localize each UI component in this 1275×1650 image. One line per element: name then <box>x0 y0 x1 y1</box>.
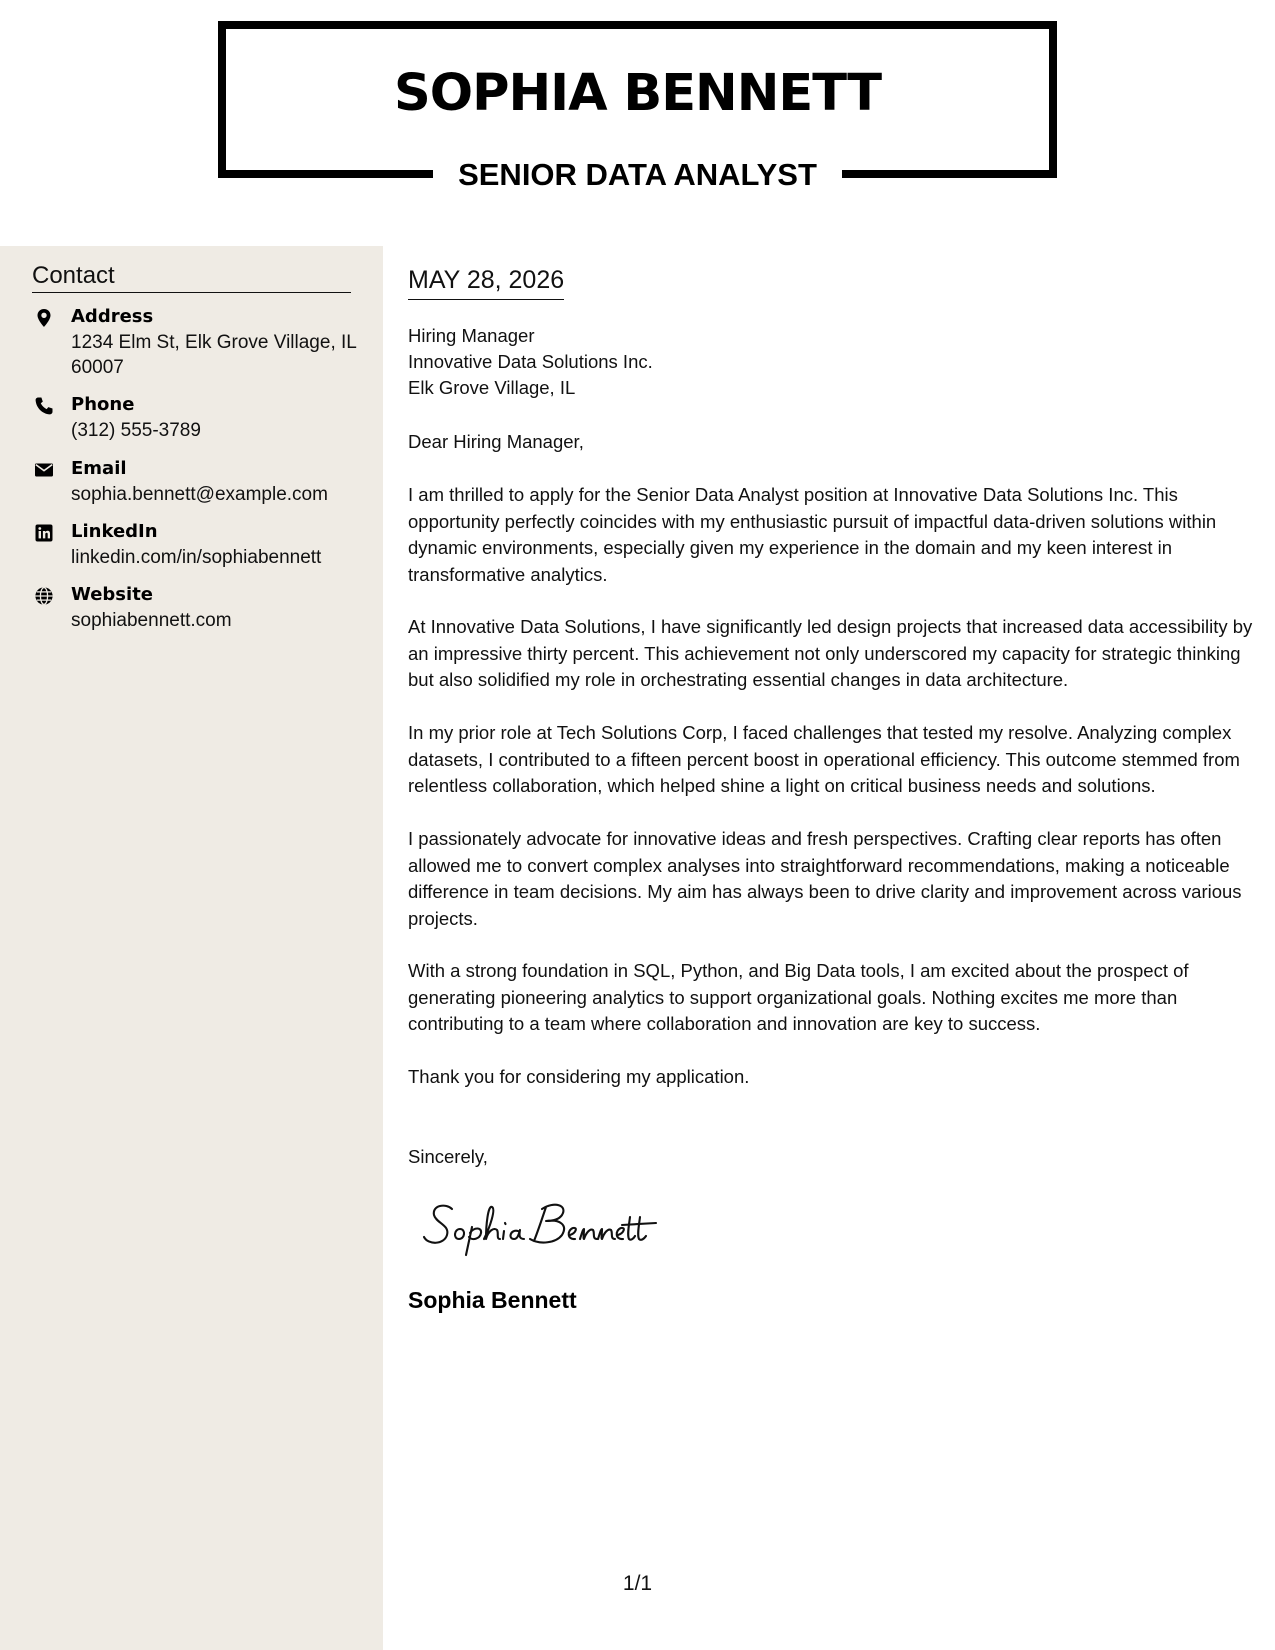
envelope-icon <box>34 460 54 480</box>
contact-label: LinkedIn <box>71 521 158 542</box>
closing: Sincerely, <box>408 1146 488 1167</box>
contact-value: (312) 555-3789 <box>71 420 201 441</box>
recipient-line: Hiring Manager <box>408 325 535 346</box>
contact-label: Address <box>71 306 154 327</box>
phone-icon <box>34 396 54 416</box>
body-paragraph: I am thrilled to apply for the Senior Data Analyst position at Innovative Data Solutions Inc. This opportunity perfectly coincides with my enthusiastic pursuit of impactful data-driven solutions within dynamic environments, especially given my experience in the domain and my keen interest in transformative analytics. <box>408 484 1217 585</box>
body-paragraph: With a strong foundation in SQL, Python, and Big Data tools, I am excited about the prospect of generating pioneering analytics to support organizational goals. Nothing excites me more than contributing to a team where collaboration and innovation are key to success. <box>408 960 1189 1034</box>
linkedin-icon <box>34 523 54 543</box>
contact-sidebar <box>0 246 383 1650</box>
contact-label: Phone <box>71 394 135 415</box>
globe-icon <box>34 586 54 606</box>
contact-value: sophia.bennett@example.com <box>71 484 328 505</box>
contact-value: sophiabennett.com <box>71 610 232 631</box>
body-paragraph: In my prior role at Tech Solutions Corp, I faced challenges that tested my resolve. Analyzing complex datasets, I contributed to a fifteen percent boost in operational efficiency. This outcome stemmed from relentless collaboration, which helped shine a light on critical business needs and solutions. <box>408 722 1240 796</box>
applicant-name: SOPHIA BENNETT <box>393 64 881 123</box>
contact-value: 1234 Elm St, Elk Grove Village, IL 60007 <box>71 332 357 378</box>
recipient-line: Elk Grove Village, IL <box>408 377 576 398</box>
page-number: 1/1 <box>622 1572 653 1595</box>
recipient-line: Innovative Data Solutions Inc. <box>408 351 653 372</box>
contact-heading: Contact <box>32 262 351 293</box>
signature-image <box>420 1195 680 1257</box>
signer-name: Sophia Bennett <box>408 1287 577 1313</box>
job-title-wrap <box>433 152 842 198</box>
body-paragraph: I passionately advocate for innovative ideas and fresh perspectives. Crafting clear reports has often allowed me to convert complex analyses into straightforward recommendations, making a noticeable difference in team decisions. My aim has always been to drive clarity and improvement across various projects. <box>408 828 1242 929</box>
letter-date: MAY 28, 2026 <box>408 264 564 300</box>
body-paragraph: At Innovative Data Solutions, I have significantly led design projects that increased data accessibility by an impressive thirty percent. This achievement not only underscored my capacity for strategic thinking but also solidified my role in orchestrating essential changes in data architecture. <box>408 616 1253 690</box>
contact-label: Website <box>71 584 154 605</box>
salutation: Dear Hiring Manager, <box>408 431 584 452</box>
contact-label: Email <box>71 458 127 479</box>
job-title: SENIOR DATA ANALYST <box>458 157 817 192</box>
recipient-block <box>408 323 1253 401</box>
map-pin-icon <box>34 308 54 328</box>
contact-value: linkedin.com/in/sophiabennett <box>71 547 322 568</box>
body-paragraph: Thank you for considering my application. <box>408 1066 750 1087</box>
